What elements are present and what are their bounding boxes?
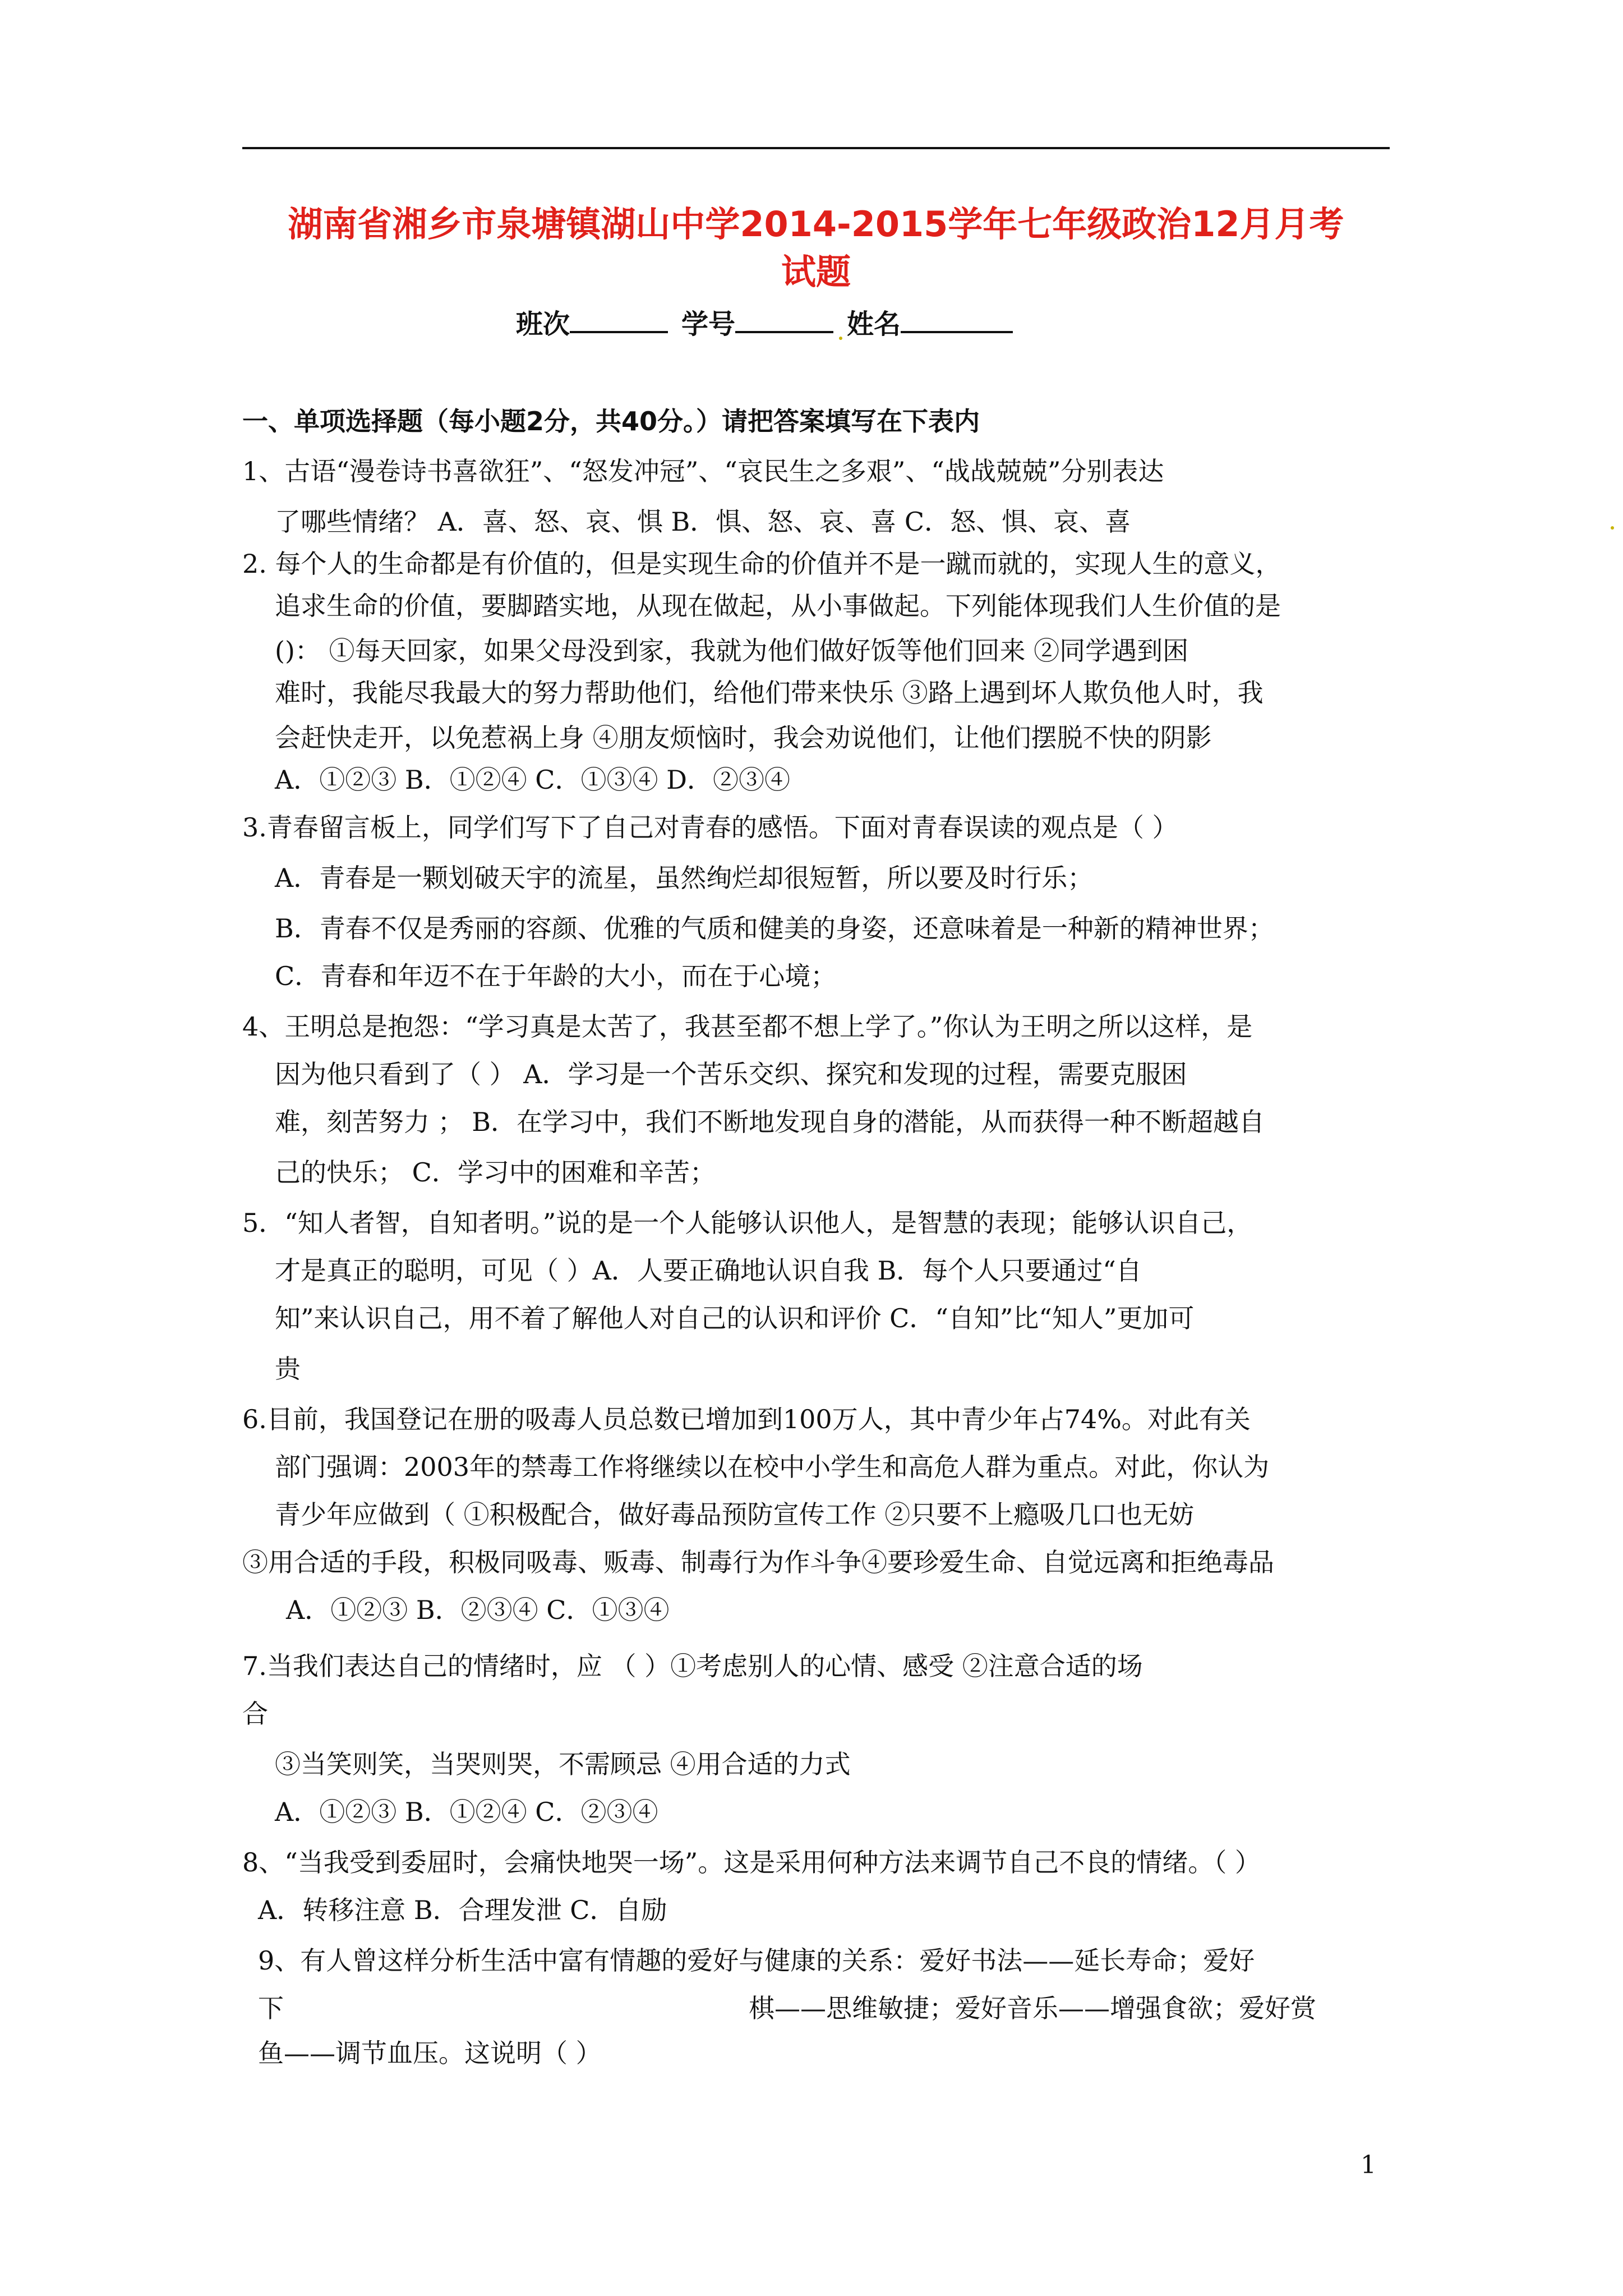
answer-option: B．青春不仅是秀丽的容颜、优雅的气质和健美的身姿，还意味着是一种新的精神世界；: [275, 913, 1274, 944]
question-line: 贵: [275, 1354, 301, 1384]
answer-options: A．①②③ B．①②④ C．①③④ D．②③④: [275, 765, 790, 795]
question-line: 5．“知人者智，自知者明。”说的是一个人能够认识他人，是智慧的表现；能够认识自己，: [242, 1208, 1253, 1238]
answer-options: A．①②③ B．②③④ C．①③④: [286, 1595, 670, 1625]
question-line: ()： ①每天回家，如果父母没到家，我就为他们做好饭等他们回来 ②同学遇到困: [275, 636, 1189, 666]
question-line: 棋——思维敏捷；爱好音乐——增强食欲；爱好赏: [749, 1993, 1316, 2023]
stray-mark: [1611, 526, 1614, 530]
stray-mark: [839, 337, 842, 340]
name-blank[interactable]: [901, 304, 1013, 333]
answer-options: A．①②③ B．①②④ C．②③④: [275, 1797, 658, 1827]
class-blank[interactable]: [570, 304, 668, 333]
question-line: 难，刻苦努力 ； B．在学习中，我们不断地发现自身的潜能，从而获得一种不断超越自: [275, 1107, 1265, 1137]
question-line: 会赶快走开，以免惹祸上身 ④朋友烦恼时，我会劝说他们，让他们摆脱不快的阴影: [275, 723, 1212, 753]
question-line: 知”来认识自己，用不着了解他人对自己的认识和评价 C．“自知”比“知人”更加可: [275, 1303, 1195, 1333]
name-label: 姓名: [847, 309, 901, 340]
question-line: 了哪些情绪？ A．喜、怒、哀、惧 B．惧、怒、哀、喜 C．怒、惧、哀、喜: [275, 507, 1131, 537]
question-line: 部门强调：2003年的禁毒工作将继续以在校中小学生和高危人群为重点。对此，你认为: [275, 1452, 1270, 1482]
question-line: 6.目前，我国登记在册的吸毒人员总数已增加到100万人，其中青少年占74%。对此有关: [242, 1404, 1251, 1434]
question-line: 3.青春留言板上，同学们写下了自己对青春的感悟。下面对青春误读的观点是（ ）: [242, 812, 1178, 843]
question-line: 4、王明总是抱怨：“学习真是太苦了，我甚至都不想上学了。”你认为王明之所以这样，是: [242, 1011, 1253, 1042]
answer-option: A．青春是一颗划破天宇的流星，虽然绚烂却很短暂，所以要及时行乐；: [275, 863, 1094, 893]
question-line: 己的快乐； C．学习中的困难和辛苦；: [275, 1157, 716, 1188]
question-line: ③当笑则笑，当哭则哭，不需顾忌 ④用合适的力式: [275, 1749, 851, 1779]
answer-option: C．青春和年迈不在于年龄的大小，而在于心境；: [275, 961, 837, 991]
question-line: 合: [242, 1699, 268, 1729]
question-line: 7.当我们表达自己的情绪时，应 （ ）①考虑别人的心情、感受 ②注意合适的场: [242, 1651, 1143, 1681]
document-title: 湖南省湘乡市泉塘镇湖山中学2014-2015学年七年级政治12月月考: [288, 204, 1344, 245]
question-line: 1、古语“漫卷诗书喜欲狂”、“怒发冲冠”、“哀民生之多艰”、“战战兢兢”分别表达: [242, 456, 1164, 486]
number-label: 学号: [681, 309, 736, 340]
document-title-continued: 试题: [781, 251, 851, 292]
question-line: 8、“当我受到委屈时，会痛快地哭一场”。这是采用何种方法来调节自己不良的情绪。（ ）: [242, 1847, 1261, 1878]
number-blank[interactable]: [735, 304, 833, 333]
question-line: 难时，我能尽我最大的努力帮助他们，给他们带来快乐 ③路上遇到坏人欺负他人时，我: [275, 678, 1264, 708]
question-line: 才是真正的聪明，可见（ ）A．人要正确地认识自我 B．每个人只要通过“自: [275, 1255, 1142, 1286]
class-label: 班次: [516, 309, 570, 340]
question-line: 追求生命的价值，要脚踏实地，从现在做起，从小事做起。下列能体现我们人生价值的是: [275, 591, 1281, 621]
question-line: 鱼——调节血压。这说明（ ）: [258, 2038, 602, 2068]
section-heading: 一、单项选择题（每小题2分，共40分。）请把答案填写在下表内: [242, 406, 980, 436]
question-line: 9、有人曾这样分析生活中富有情趣的爱好与健康的关系：爱好书法——延长寿命；爱好: [258, 1945, 1255, 1976]
answer-options: A．转移注意 B．合理发泄 C．自励: [258, 1895, 667, 1925]
question-line: ③用合适的手段，积极同吸毒、贩毒、制毒行为作斗争④要珍爱生命、自觉远离和拒绝毒品: [242, 1547, 1274, 1577]
page-number: 1: [1361, 2151, 1376, 2179]
question-line: 青少年应做到（ ①积极配合，做好毒品预防宣传工作 ②只要不上瘾吸几口也无妨: [275, 1499, 1195, 1530]
top-rule: [242, 147, 1390, 149]
question-line: 下: [258, 1993, 284, 2023]
question-line: 因为他只看到了（ ） A．学习是一个苦乐交织、探究和发现的过程，需要克服困: [275, 1059, 1187, 1089]
question-line: 2. 每个人的生命都是有价值的，但是实现生命的价值并不是一蹴而就的，实现人生的意义，: [242, 549, 1281, 579]
student-info-fields: [516, 304, 1026, 344]
